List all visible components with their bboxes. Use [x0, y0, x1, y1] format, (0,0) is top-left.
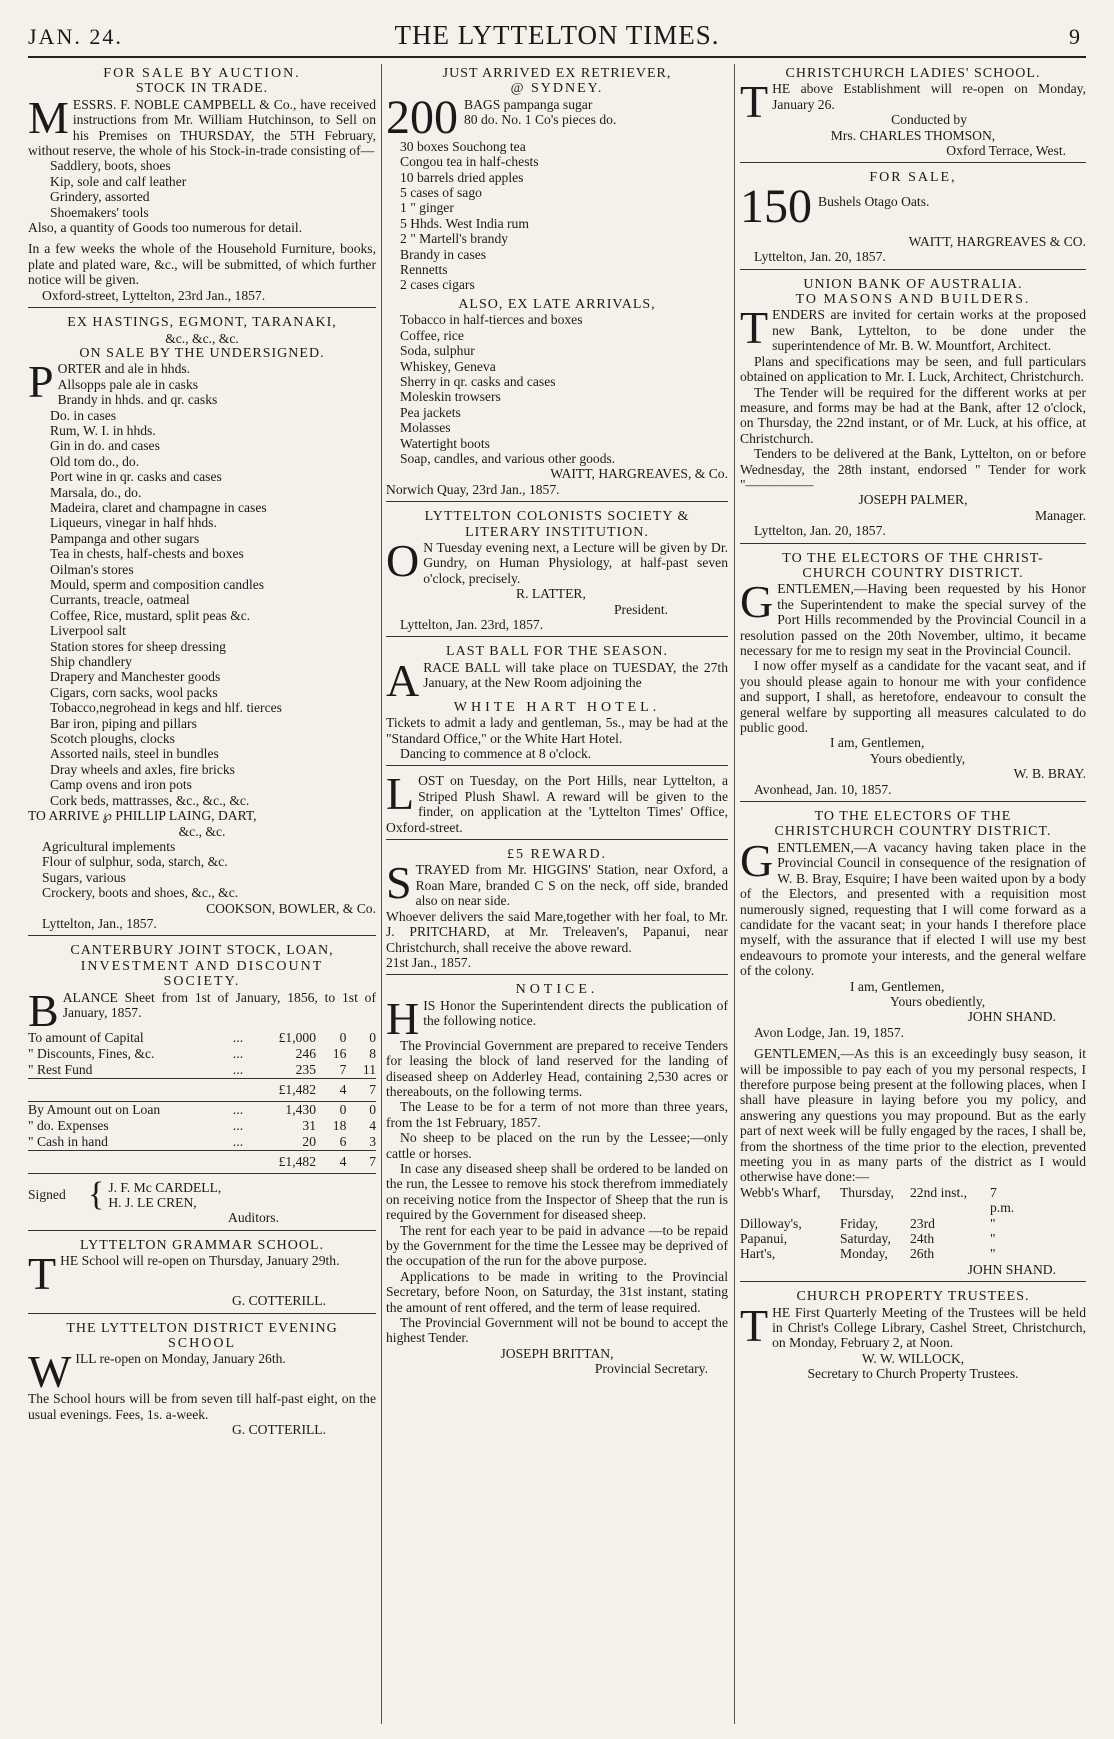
list-item: Liqueurs, vinegar in half hhds. [50, 515, 217, 531]
list-item: Shoemakers' tools [50, 204, 149, 220]
ad-signature: JOHN SHAND. [967, 1009, 1056, 1025]
list-item: Tobacco,negrohead in kegs and hlf. tierces [50, 700, 282, 716]
ad-heading: £5 REWARD. [506, 847, 608, 863]
ad-subheading: ALSO, EX LATE ARRIVALS, [458, 296, 656, 312]
ad-body: TRAYED from Mr. HIGGINS' Station, near Oxford, a Roan Mare, branded C S on the neck, off side, branded also on near side. [415, 862, 728, 909]
schedule-row: Dilloway's, Friday, 23rd " [740, 1215, 996, 1231]
item-list [28, 839, 376, 901]
list-item: Saddlery, boots, shoes [50, 158, 171, 174]
ad-subheading: TO ARRIVE ℘ PHILLIP LAING, DART, [28, 808, 257, 824]
large-number: 200 [386, 90, 458, 144]
ad-heading: TO THE ELECTORS OF THE [814, 809, 1012, 825]
list-item: Molasses [400, 420, 451, 436]
drop-cap: W [28, 1346, 72, 1398]
list-item: ORTER and ale in hhds. [57, 361, 191, 377]
ad-signature: JOHN SHAND. [967, 1261, 1056, 1277]
list-item: 10 barrels dried apples [400, 169, 524, 185]
ad-signature: G. COTTERILL. [231, 1293, 326, 1309]
drop-cap: G [740, 834, 774, 886]
ad-signature: WAITT, HARGREAVES, & Co. [550, 466, 728, 482]
total-row: £1,482 4 7 [28, 1150, 376, 1173]
list-item: Port wine in qr. casks and cases [50, 469, 222, 485]
bray-electors-ad: TO THE ELECTORS OF THE CHRIST- CHURCH COUNTRY DISTRICT. GENTLEMEN,—Having been requested by his Honor the Superintendent to make the special survey of the Port Hills recommended by the Provincial Council in a resolution passed on the 20th November, ultimo, it became necessary for me to resign my seat in the Provincial Council. I now offer myself as a candidate for the vacant seat, and if you should please again to honour me with your confidence and support, I shall, as heretofore, endeavour to consult the general welfare by supporting all measures calculated to do public good. I am, Gentlemen, Yours obediently, W. B. BRAY. Avonhead, Jan. 10, 1857. [740, 549, 1086, 803]
ad-heading: CHURCH COUNTRY DISTRICT. [802, 565, 1024, 581]
ad-dateline: Lyttelton, Jan. 23rd, 1857. [400, 617, 544, 632]
list-item: Pea jackets [400, 404, 461, 420]
colonists-society-ad: LYTTELTON COLONISTS SOCIETY & LITERARY INSTITUTION. O N Tuesday evening next, a Lecture will be given by Dr. Gundry, on Human Physiology, at half-past seven o'clock, precisely. R. LATTER, President. Lyttelton, Jan. 23rd, 1857. [386, 507, 728, 637]
ad-body: ENTLEMEN,—A vacancy having taken place in the Provincial Council in consequence of the resignation of W. B. Bray, Esquire; I have been waited upon by a body of the Electors, and presented with a requisition most numerously signed, requesting that I will come forward as a candidate for the vacant seat; in your hands I therefore place myself, with the assurance that if elected I will use my best endeavours to promote your interests, and the general welfare of the colony. [740, 839, 1086, 979]
list-item: Rennetts [400, 262, 448, 278]
list-item: Agricultural implements [42, 838, 176, 854]
list-item: Assorted nails, steel in bundles [50, 746, 219, 762]
ad-subheading: STOCK IN TRADE. [135, 81, 269, 97]
ad-dateline: Avon Lodge, Jan. 19, 1857. [754, 1024, 905, 1040]
ad-heading: THE LYTTELTON DISTRICT EVENING [66, 1320, 338, 1336]
ad-subheading: WHITE HART HOTEL. [453, 699, 661, 715]
list-item: Tea in chests, half-chests and boxes [50, 546, 244, 562]
ad-signature: COOKSON, BOWLER, & Co. [206, 900, 376, 916]
auditor-signatures: Signed { J. F. Mc CARDELL, H. J. LE CREN, [28, 1175, 222, 1213]
list-item: 1 " ginger [400, 200, 454, 216]
paragraph: The rent for each year to be paid in advance —to be repaid by the Government for the time the Lessee may be deprived of the occupation of the run for the above purpose. [386, 1222, 728, 1269]
list-item: BAGS pampanga sugar [464, 96, 593, 112]
lost-shawl-ad [386, 768, 728, 840]
list-item: Sugars, various [42, 869, 126, 885]
ad-dateline: Norwich Quay, 23rd Jan., 1857. [386, 481, 560, 497]
paragraph: In case any diseased sheep shall be ordered to be landed on the run, the Lessee to remove his stock therefrom immediately on receiving notice from the Inspector of Sheep that the run is required by the Government for diseased sheep. [386, 1160, 728, 1223]
list-item: Pampanga and other sugars [50, 530, 200, 546]
drop-cap: B [28, 984, 59, 1036]
ad-signature: Auditors. [228, 1210, 279, 1226]
drop-cap: A [386, 654, 420, 706]
drop-cap: L [386, 768, 415, 820]
schedule-row: Papanui, Saturday, 24th " [740, 1231, 996, 1247]
ad-body: RACE BALL will take place on TUESDAY, the 27th January, at the New Room adjoining the [423, 659, 728, 691]
ad-dateline: 21st Jan., 1857. [386, 954, 471, 970]
schedule-row: Webb's Wharf, Thursday, 22nd inst., 7 p.m. [740, 1184, 1015, 1216]
ladies-school-ad: CHRISTCHURCH LADIES' SCHOOL. THE above Establishment will re-open on Monday, January 26. Conducted by Mrs. CHARLES THOMSON, Oxford Terrace, West. [740, 64, 1086, 163]
ad-subheading: @ SYDNEY. [510, 81, 604, 97]
ad-heading: SOCIETY. [163, 974, 241, 990]
ad-heading: &c., &c., &c. [165, 330, 239, 346]
list-item: Oilman's stores [50, 561, 134, 577]
ad-signature: W. B. BRAY. [1013, 766, 1086, 782]
schedule-row: Hart's, Monday, 26th " [740, 1246, 996, 1262]
drop-cap: S [386, 857, 412, 909]
ad-dateline: Lyttelton, Jan. 20, 1857. [754, 249, 886, 265]
ad-signature: G. COTTERILL. [231, 1422, 326, 1438]
table-row: By Amount out on Loan ... 1,430 0 0 [28, 1101, 376, 1117]
ad-body: Also, a quantity of Goods too numerous for detail. [28, 220, 303, 236]
ad-body: HE School will re-open on Thursday, January 29th. [60, 1253, 340, 1269]
list-item: Liverpool salt [50, 623, 126, 639]
ad-dateline: Oxford Terrace, West. [946, 143, 1066, 159]
list-item: Grindery, assorted [50, 189, 150, 205]
ad-subheading: ON SALE BY THE UNDERSIGNED. [79, 345, 325, 361]
table-row: " Discounts, Fines, &c. ... 246 16 8 [28, 1045, 376, 1061]
ad-heading: UNION BANK OF AUSTRALIA. [803, 276, 1023, 292]
list-item: 2 cases cigars [400, 277, 475, 293]
ad-body: Whoever delivers the said Mare,together with her foal, to Mr. J. PRITCHARD, at Mr. Treleaven's, Papanui, near Christchurch, shall receive the above reward. [386, 908, 728, 955]
drop-cap: H [386, 992, 420, 1044]
list-item: Bar iron, piping and pillars [50, 715, 197, 731]
ad-body: ILL re-open on Monday, January 26th. [75, 1351, 286, 1367]
list-item: Camp ovens and iron pots [50, 777, 192, 793]
drop-cap: P [28, 356, 54, 408]
list-item: Cork beds, mattrasses, &c., &c., &c. [50, 792, 250, 808]
ad-body: In a few weeks the whole of the Household Furniture, books, plate and plated ware, &c., will be submitted, of which further notice will be given. [28, 241, 376, 288]
ad-body: OST on Tuesday, on the Port Hills, near Lyttelton, a Striped Plush Shawl. A reward will be given to the finder, on application at the 'Lyttelton Times' Office, Oxford-street. [386, 773, 728, 835]
ad-body: GENTLEMEN,—As this is an exceedingly busy season, it will be impossible to pay each of you my personal respects, I therefore purpose being present at the following places, when I shall have pleasure in laying before you my policy, and answering any questions you may propound. But as the early part of next week will be fully engaged by the races, I shall be, from the shortness of the time prior to the election, prevented meeting you in as many parts of the district as I would otherwise have done:— [740, 1046, 1086, 1185]
list-item: Soap, candles, and various other goods. [400, 450, 616, 466]
ad-heading: TO MASONS AND BUILDERS. [795, 292, 1031, 308]
canterbury-society-ad [28, 941, 376, 1230]
list-item: Madeira, claret and champagne in cases [50, 499, 267, 515]
ad-subheading: &c., &c. [178, 823, 226, 839]
list-item: Flour of sulphur, soda, starch, &c. [42, 854, 228, 870]
ad-heading: LYTTELTON GRAMMAR SCHOOL. [79, 1237, 325, 1253]
ad-body: I now offer myself as a candidate for the vacant seat, and if you should please again to honour me with your confidence and support, I shall, as heretofore, endeavour to consult the general welfare by supporting all measures calculated to do public good. [740, 658, 1086, 736]
list-item: Drapery and Manchester goods [50, 669, 221, 685]
evening-school-ad [28, 1319, 376, 1442]
ad-heading: CHRISTCHURCH COUNTRY DISTRICT. [774, 824, 1052, 840]
list-item: Ship chandlery [50, 654, 132, 670]
paragraph: Applications to be made in writing to the Provincial Secretary, before Noon, on Saturday, the 31st instant, stating the amount of rent offered, and the term of lease required. [386, 1268, 728, 1315]
retriever-ad [386, 64, 728, 502]
list-item: Tobacco in half-tierces and boxes [400, 312, 583, 328]
list-item: Old tom do., do. [50, 453, 140, 469]
list-item: Sherry in qr. casks and cases [400, 373, 556, 389]
list-item: Dray wheels and axles, fire bricks [50, 761, 235, 777]
list-item: Do. in cases [50, 407, 117, 423]
oats-sale-ad [740, 168, 1086, 269]
table-row: " do. Expenses ... 31 18 4 [28, 1117, 376, 1133]
column-divider [734, 64, 735, 1724]
ad-heading: LYTTELTON COLONISTS SOCIETY & [424, 509, 690, 525]
ad-body: ENDERS are invited for certain works at the proposed new Bank, Lyttelton, to be done under the superintendence of Mr. B. W. Mountfort, Architect. [772, 307, 1086, 354]
list-item: Rum, W. I. in hhds. [50, 422, 156, 438]
item-list [28, 377, 376, 808]
ad-heading: EX HASTINGS, EGMONT, TARANAKI, [67, 315, 337, 331]
race-ball-ad [386, 642, 728, 766]
ad-heading: INVESTMENT AND DISCOUNT [80, 958, 324, 974]
ad-body: ESSRS. F. NOBLE CAMPBELL & Co., have received instructions from Mr. William Hutchinson, to Sell on his Premises on THURSDAY, the 5TH February, without reserve, the whole of his Stock-in-trade consisting of— [28, 96, 376, 159]
list-item: Cigars, corn sacks, wool packs [50, 684, 218, 700]
list-item: Marsala, do., do. [50, 484, 142, 500]
masthead [0, 0, 1114, 52]
list-item: Brandy in hhds. and qr. casks [57, 392, 218, 408]
ad-heading: SCHOOL [167, 1336, 236, 1351]
grammar-school-ad [28, 1236, 376, 1314]
ad-signature: JOSEPH PALMER, [858, 492, 968, 508]
ad-body: The School hours will be from seven till half-past eight, on the usual evenings. Fees, 1s. a-week. [28, 1391, 376, 1422]
list-item: Moleskin trowsers [400, 389, 501, 405]
list-item: 80 do. No. 1 Co's pieces do. [464, 112, 617, 128]
paragraph: Tenders to be delivered at the Bank, Lyttelton, on or before Wednesday, the 28th instant, endorsed " Tender for work "————— [740, 446, 1086, 492]
ad-body: N Tuesday evening next, a Lecture will be given by Dr. Gundry, on Human Physiology, at half-past seven o'clock, precisely. [423, 539, 728, 586]
total-row: £1,482 4 7 [28, 1078, 376, 1101]
list-item: Watertight boots [400, 435, 490, 451]
list-item: 2 " Martell's brandy [400, 231, 509, 247]
ad-body: Bushels Otago Oats. [818, 193, 930, 209]
list-item: Mould, sperm and composition candles [50, 577, 265, 592]
drop-cap: T [740, 1299, 769, 1351]
notice-body [740, 354, 1086, 493]
paragraph: The Provincial Government will not be bound to accept the highest Tender. [386, 1315, 728, 1346]
drop-cap: M [28, 91, 69, 143]
masthead-rule [28, 56, 1086, 58]
list-item: Allsopps pale ale in casks [57, 376, 199, 392]
table-row: " Cash in hand ... 20 6 3 [28, 1133, 376, 1149]
reward-ad [386, 845, 728, 975]
ad-body: HE above Establishment will re-open on Monday, January 26. [772, 81, 1086, 112]
paragraph: The Tender will be required for the different works at per measure, and forms may be had at the Bank, after 12 o'clock, on Thursday, the 22nd instant, or of Mr. Luck, at his office, at Christchurch. [740, 384, 1086, 446]
drop-cap: G [740, 576, 774, 628]
ad-heading: LITERARY INSTITUTION. [465, 524, 649, 540]
union-bank-ad: UNION BANK OF AUSTRALIA. TO MASONS AND BUILDERS. TENDERS are invited for certain works at the proposed new Bank, Lyttelton, to be done under the superintendence of Mr. B. W. Mountfort, Architect. Plans and specifications may be seen, and full particulars obtained on application to Mr. I. Luck, Architect, Christchurch. The Tender will be required for the different works at per measure, and forms may be had at the Bank, after 12 o'clock, on Thursday, the 22nd instant, or of Mr. Luck, at his office, at Christchurch. Tenders to be delivered at the Bank, Lyttelton, on or before Wednesday, the 28th instant, endorsed " Tender for work "————— JOSEPH PALMER, Manager. Lyttelton, Jan. 20, 1857. [740, 275, 1086, 544]
ad-heading: CHURCH PROPERTY TRUSTEES. [796, 1289, 1030, 1305]
item-list [386, 139, 728, 293]
auction-ad [28, 64, 376, 308]
notice-body [386, 1038, 728, 1346]
paragraph: The Provincial Government are prepared to receive Tenders for leasing the block of land reserved for the landing of diseased sheep on Adderley Head, containing 2,530 acres or thereabouts, on the following terms. [386, 1037, 728, 1099]
list-item: Soda, sulphur [400, 343, 475, 359]
church-trustees-ad: CHURCH PROPERTY TRUSTEES. THE First Quarterly Meeting of the Trustees will be held in Christ's College Library, Cashel Street, Christchurch, on Monday, February 2, at Noon. W. W. WILLOCK, Secretary to Church Property Trustees. [740, 1289, 1086, 1382]
list-item: Scotch ploughs, clocks [50, 731, 175, 747]
column-divider [381, 64, 382, 1724]
list-item: Crockery, boots and shoes, &c., &c. [42, 885, 239, 901]
table-row: " Rest Fund ... 235 7 11 [28, 1061, 376, 1077]
ad-body: ENTLEMEN,—Having been requested by his Honor the Superintendent to make the special survey of the Port Hills recommended by the Provincial Council in a resolution passed on the 20th November, ultimo, it became necessary for me to resign my seat in the Provincial Council. [740, 581, 1086, 658]
ad-signature: W. W. WILLOCK, [861, 1350, 965, 1366]
ad-dateline: Lyttelton, Jan., 1857. [42, 915, 157, 931]
item-list [28, 158, 376, 220]
list-item: Station stores for sheep dressing [50, 638, 226, 654]
paragraph: Plans and specifications may be seen, and full particulars obtained on application to Mr. I. Luck, Architect, Christchurch. [740, 353, 1086, 385]
ad-body: Dancing to commence at 8 o'clock. [400, 746, 592, 762]
ad-heading: FOR SALE, [869, 170, 957, 186]
column-2 [386, 64, 728, 1724]
list-item: Currants, treacle, oatmeal [50, 592, 190, 608]
ad-heading: TO THE ELECTORS OF THE CHRIST- [782, 550, 1044, 566]
ad-heading: NOTICE. [515, 982, 599, 998]
ad-heading: JUST ARRIVED EX RETRIEVER, [442, 66, 672, 81]
ad-heading: CANTERBURY JOINT STOCK, LOAN, [70, 943, 334, 959]
balance-table [28, 1030, 376, 1174]
list-item: Coffee, rice [400, 327, 464, 343]
ad-signature: R. LATTER, [516, 586, 586, 602]
drop-cap: T [740, 76, 769, 128]
page-number: 9 [1069, 24, 1080, 49]
list-item: 30 boxes Souchong tea [400, 138, 526, 154]
ad-heading: FOR SALE BY AUCTION. [103, 66, 301, 81]
column-3 [740, 64, 1086, 1724]
ad-dateline: Avonhead, Jan. 10, 1857. [754, 781, 892, 797]
drop-cap: T [740, 302, 769, 354]
ad-body: ALANCE Sheet from 1st of January, 1856, to 1st of January, 1857. [62, 989, 376, 1020]
list-item: 5 cases of sago [400, 185, 482, 201]
shand-electors-ad: TO THE ELECTORS OF THE CHRISTCHURCH COUNTRY DISTRICT. GENTLEMEN,—A vacancy having taken place in the Provincial Council in consequence of the resignation of W. B. Bray, Esquire; I have been waited upon by a body of the Electors, and presented with a requisition most numerously signed, requesting that I will come forward as a candidate for the vacant seat; in your hands I therefore place myself, with the assurance that if elected I will use my best endeavours to promote your interests, and the general welfare of the colony. I am, Gentlemen, Yours obediently, JOHN SHAND. Avon Lodge, Jan. 19, 1857. GENTLEMEN,—As this is an exceedingly busy season, it will be impossible to pay each of you my personal respects, I therefore purpose being present at the following places, when I shall have pleasure in laying before you my policy, and answering any questions you may propound. But as the early part of next week will be fully engaged by the races, I shall be, from the shortness of the time prior to the election, prevented meeting you in as many parts of the district as I would otherwise have done:— Webb's Wharf, Thursday, 22nd inst., 7 p.m. Dilloway's, Friday, 23rd " Papanui, Saturday, 24th " Hart's, Monday, 26th " JOHN SHAND. [740, 807, 1086, 1282]
list-item: Gin in do. and cases [50, 438, 160, 454]
issue-date: JAN. 24. [28, 24, 123, 49]
ad-body: Tickets to admit a lady and gentleman, 5s., may be had at the "Standard Office," or the White Hart Hotel. [386, 715, 728, 746]
ad-dateline: Oxford-street, Lyttelton, 23rd Jan., 1857. [42, 287, 266, 303]
large-number: 150 [740, 179, 812, 233]
paragraph: No sheep to be placed on the run by the Lessee;—only cattle or horses. [386, 1130, 728, 1161]
table-row: To amount of Capital ... £1,000 0 0 [28, 1029, 376, 1045]
ad-heading: LAST BALL FOR THE SEASON. [446, 644, 668, 660]
ad-dateline: Lyttelton, Jan. 20, 1857. [754, 523, 886, 539]
government-notice: NOTICE. HIS Honor the Superintendent directs the publication of the following notice. The Provincial Government are prepared to receive Tenders for leasing the block of land reserved for the landing of diseased sheep on Adderley Head, containing 2,530 acres or thereabouts, on the following terms. The Lease to be for a term of not more than three years, from the 1st February, 1857. No sheep to be placed on the run by the Lessee;—only cattle or horses. In case any diseased sheep shall be ordered to be landed on the run, the Lessee to remove his stock therefrom immediately on receiving notice from the Inspector of Sheep that the run is required by the Government for diseased sheep. The rent for each year to be paid in advance —to be repaid by the Government for the time the Lessee may be deprived of the occupation of the run for the above purpose. Applications to be made in writing to the Provincial Secretary, before Noon, on Saturday, the 31st instant, stating the amount of rent offered, and the term of lease required. The Provincial Government will not be bound to accept the highest Tender. JOSEPH BRITTAN, Provincial Secretary. [386, 982, 728, 1377]
list-item: Coffee, Rice, mustard, split peas &c. [50, 607, 251, 623]
paragraph: The Lease to be for a term of not more than three years, from the 1st February, 1857. [386, 1099, 728, 1130]
hastings-ad [28, 313, 376, 936]
list-item: Kip, sole and calf leather [50, 173, 187, 189]
list-item: Congou tea in half-chests [400, 154, 539, 170]
newspaper-title: THE LYTTELTON TIMES. [394, 20, 720, 50]
item-list [386, 312, 728, 466]
ad-heading: CHRISTCHURCH LADIES' SCHOOL. [785, 66, 1041, 81]
column-1 [28, 64, 376, 1724]
list-item: Whiskey, Geneva [400, 358, 496, 374]
list-item: Brandy in cases [400, 246, 487, 262]
ad-signature: JOSEPH BRITTAN, [500, 1345, 614, 1361]
ad-body: IS Honor the Superintendent directs the publication of the following notice. [423, 997, 728, 1029]
meeting-schedule [740, 1185, 1086, 1262]
list-item: 5 Hhds. West India rum [400, 215, 529, 231]
ad-signature: WAITT, HARGREAVES & CO. [908, 233, 1086, 249]
ad-body: HE First Quarterly Meeting of the Trustees will be held in Christ's College Library, Cashel Street, Christchurch, on Monday, February 2, at Noon. [772, 1304, 1086, 1351]
drop-cap: T [28, 1248, 57, 1300]
drop-cap: O [386, 534, 420, 586]
ad-signature: Mrs. CHARLES THOMSON, [830, 127, 996, 143]
